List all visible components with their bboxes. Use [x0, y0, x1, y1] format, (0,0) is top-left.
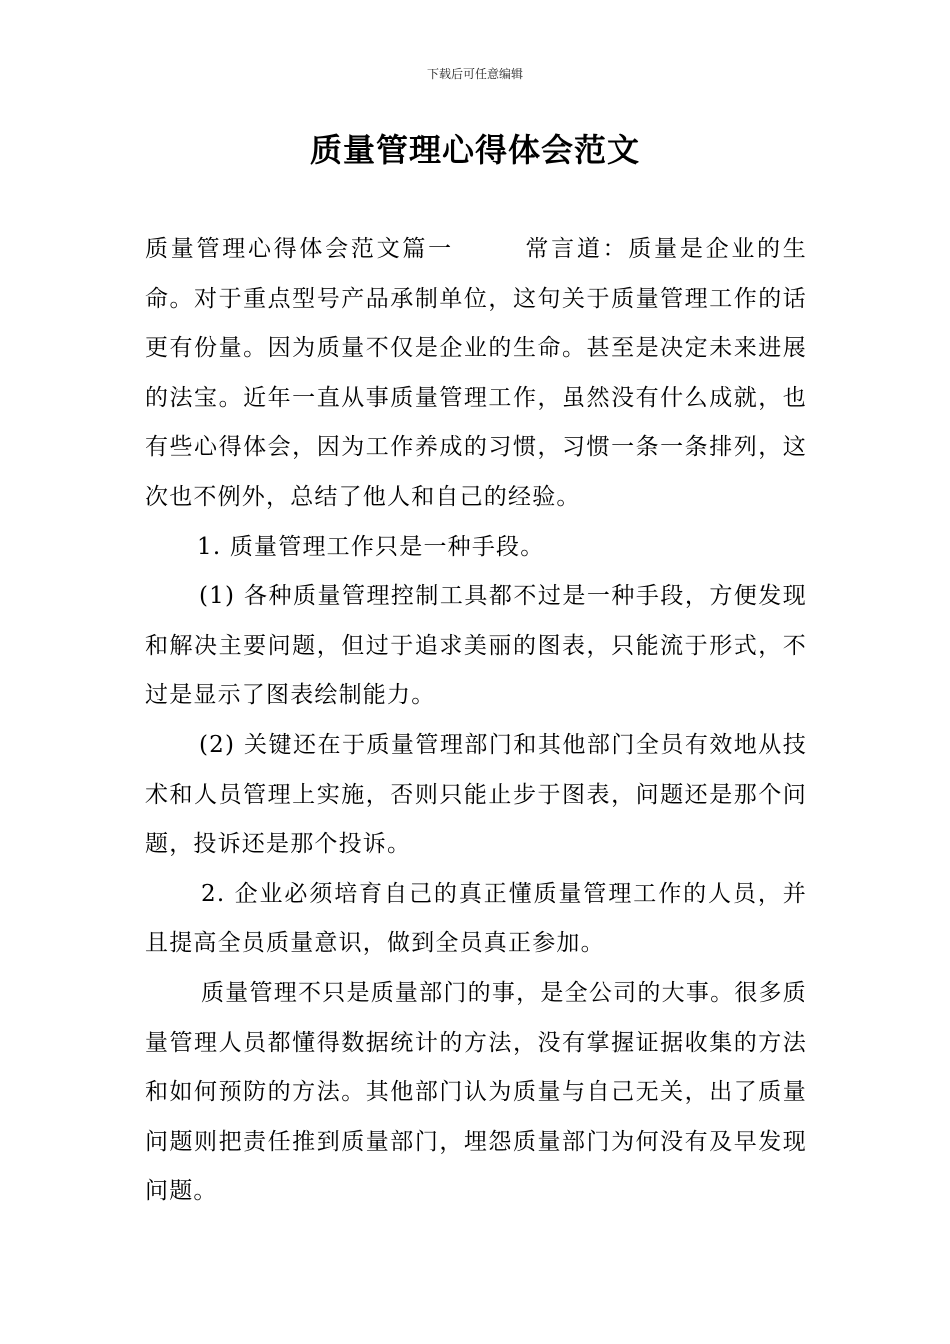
intro-paragraph — [145, 225, 807, 523]
paragraph-item-1-2: (2) 关键还在于质量管理部门和其他部门全员有效地从技术和人员管理上实施，否则只能止步于图表，问题还是那个问题，投诉还是那个投诉。 — [145, 731, 807, 858]
paragraph-item-1: 1. 质量管理工作只是一种手段。 — [197, 533, 545, 560]
intro-heading: 质量管理心得体会范文篇一 — [145, 236, 454, 262]
paragraph-item-1-1: (1) 各种质量管理控制工具都不过是一种手段，方便发现和解决主要问题，但过于追求美丽的图表，只能流于形式，不过是显示了图表绘制能力。 — [145, 583, 807, 709]
document-body — [145, 225, 807, 1217]
paragraph-item-2: 2. 企业必须培育自己的真正懂质量管理工作的人员，并且提高全员质量意识，做到全员真正参加。 — [145, 880, 807, 957]
document-title: 质量管理心得体会范文 — [309, 131, 640, 169]
header-note: 下载后可任意编辑 — [426, 67, 523, 81]
paragraph-body-text: 质量管理不只是质量部门的事，是全公司的大事。很多质量管理人员都懂得数据统计的方法，没有掌握证据收集的方法和如何预防的方法。其他部门认为质量与自己无关，出了质量问题则把责任推到质量部门，埋怨质量部门为何没有及早发现问题。 — [145, 979, 807, 1205]
intro-text: 常言道：质量是企业的生命。对于重点型号产品承制单位，这句关于质量管理工作的话更有份量。因为质量不仅是企业的生命。甚至是决定未来进展的法宝。近年一直从事质量管理工作，虽然没有什么成就，也有些心得体会，因为工作养成的习惯，习惯一条一条排列，这次也不例外，总结了他人和自己的经验。 — [145, 236, 808, 510]
